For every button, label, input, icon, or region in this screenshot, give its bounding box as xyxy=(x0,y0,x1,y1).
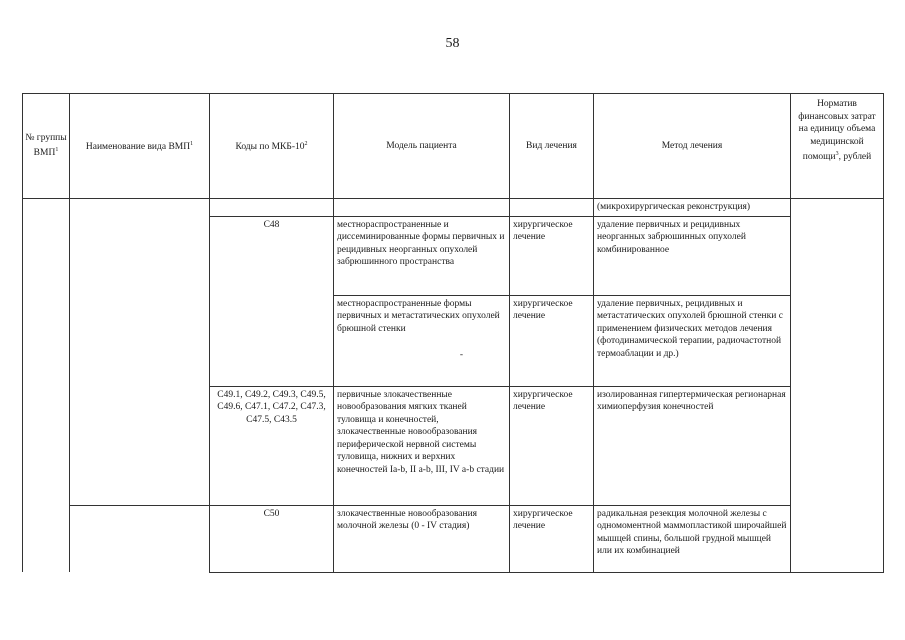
header-vmp-name: Наименование вида ВМП$^1$ xyxy=(70,94,210,199)
cell-codes: C49.1, C49.2, C49.3, C49.5, C49.6, C47.1, C47.2, C47.3, C47.5, C43.5 xyxy=(210,386,334,505)
header-treatment-method: Метод лечения xyxy=(594,94,791,199)
cell-method: радикальная резекция молочной железы с одномоментной маммопластикой широчайшей мышцей спины, большой грудной мышцей или их комбинацией xyxy=(594,505,791,572)
cell-model: местнораспространенные формы первичных и метастатических опухолей брюшной стенки - xyxy=(334,295,510,386)
cell-type xyxy=(510,199,594,217)
cell-model: местнораспространенные и диссеминированные формы первичных и рецидивных неорганных опухолей забрюшинного пространства xyxy=(334,216,510,295)
header-icd-codes: Коды по МКБ-$10^2$ xyxy=(210,94,334,199)
cell-method: удаление первичных, рецидивных и метастатических опухолей брюшной стенки с применением физических методов лечения (фотодинамической терапии, радиочастотной термоаблации и др.) xyxy=(594,295,791,386)
cell-model xyxy=(334,199,510,217)
cell-vmp-name xyxy=(70,216,210,505)
cell-method: удаление первичных и рецидивных неорганных забрюшинных опухолей комбинированное xyxy=(594,216,791,295)
cell-method: (микрохирургическая реконструкция) xyxy=(594,199,791,217)
header-treatment-type: Вид лечения xyxy=(510,94,594,199)
cell-type: хирургическое лечение xyxy=(510,216,594,295)
cell-type: хирургическое лечение xyxy=(510,295,594,386)
header-patient-model: Модель пациента xyxy=(334,94,510,199)
cell-group-number xyxy=(23,199,70,573)
cell-vmp-name xyxy=(70,199,210,217)
vmp-table xyxy=(22,93,884,573)
cell-method: изолированная гипертермическая регионарная химиоперфузия конечностей xyxy=(594,386,791,505)
dash-mark: - xyxy=(459,350,464,360)
cell-codes xyxy=(210,199,334,217)
header-row xyxy=(23,94,884,199)
table-row xyxy=(23,216,884,295)
cell-cost xyxy=(791,199,884,573)
table-row xyxy=(23,199,884,217)
cell-type: хирургическое лечение xyxy=(510,505,594,572)
header-cost-standard: Норматив финансовых затрат на единицу объема медицинской помощи$^3$, рублей xyxy=(791,94,884,199)
cell-codes: C48 xyxy=(210,216,334,386)
cell-model: первичные злокачественные новообразования мягких тканей туловища и конечностей, злокачественные новообразования периферической нервной системы туловища, нижних и верхних конечностей Ia-b, II a-b, III, IV a-b стадии xyxy=(334,386,510,505)
cell-model: злокачественные новообразования молочной железы (0 - IV стадия) xyxy=(334,505,510,572)
cell-codes: C50 xyxy=(210,505,334,572)
header-group-number: № группы ВМП$^1$ xyxy=(23,94,70,199)
cell-type: хирургическое лечение xyxy=(510,386,594,505)
cell-vmp-name xyxy=(70,505,210,572)
table-row xyxy=(23,505,884,572)
page-number: 58 xyxy=(445,36,460,51)
